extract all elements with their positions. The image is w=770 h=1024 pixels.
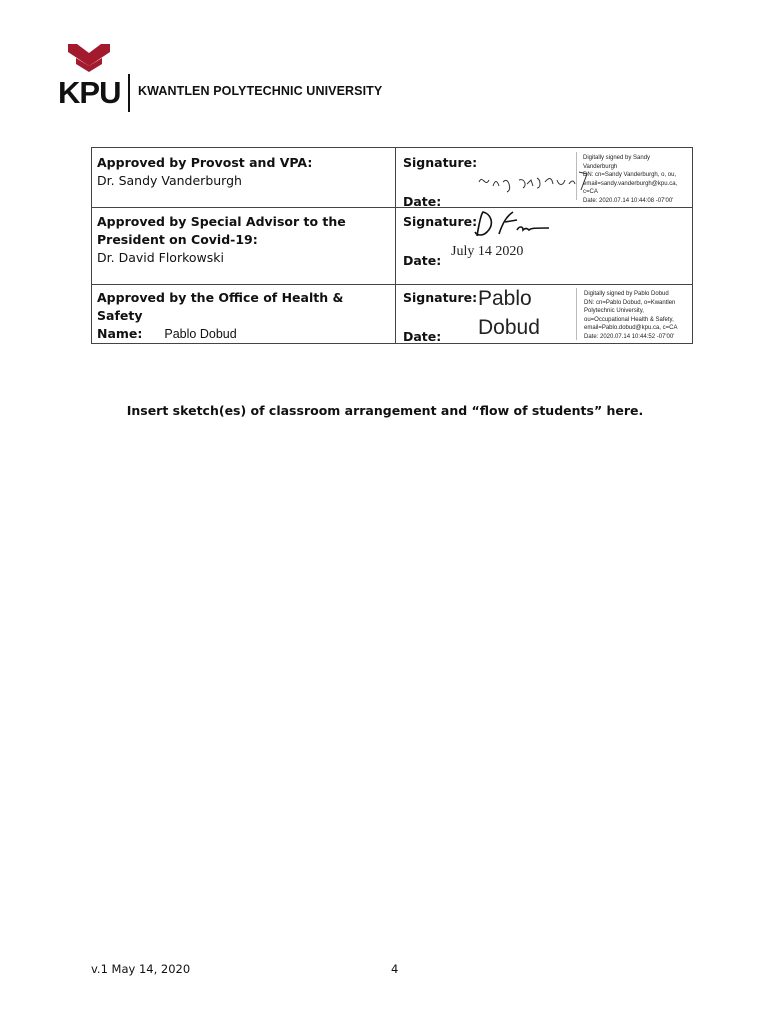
signature-cell: [401, 208, 691, 284]
page-number: 4: [391, 962, 399, 976]
date-label: Date:: [403, 194, 442, 209]
approver-info: [97, 213, 391, 267]
approver-name: Dr. Sandy Vanderburgh: [97, 173, 242, 188]
university-name: KWANTLEN POLYTECHNIC UNIVERSITY: [138, 84, 383, 98]
approver-info: [97, 154, 391, 190]
signature-cell: [401, 285, 691, 344]
approval-row-health-safety: [92, 285, 692, 344]
signature-label: Signature:: [403, 214, 478, 229]
signature-cell: [401, 148, 691, 207]
signer-last-name: Dobud: [478, 316, 540, 339]
logo-abbrev: KPU: [58, 75, 121, 110]
digital-signature-text: Digitally signed by Pablo Dobud DN: cn=Pablo Dobud, o=Kwantlen Polytechnic University, ou=Occupational Health & Safety, email=Pablo.dobud@kpu.ca, c=CA Date: 2020.07.14 10:44:52 -07'00': [584, 291, 678, 340]
signature-label: Signature:: [403, 290, 478, 305]
sketch-instruction: Insert sketch(es) of classroom arrangement and “flow of students” here.: [126, 403, 644, 418]
approver-role: Approved by Special Advisor to the President on Covid-19:: [97, 214, 346, 247]
column-divider: [395, 148, 396, 207]
approver-name: Pablo Dobud: [164, 327, 237, 341]
footer-version: v.1 May 14, 2020: [91, 962, 191, 976]
signer-first-name: Pablo: [478, 287, 532, 310]
column-divider: [395, 208, 396, 284]
approver-role: Approved by Provost and VPA:: [97, 155, 313, 170]
approver-name: Dr. David Florkowski: [97, 250, 224, 265]
kpu-logo: [58, 44, 388, 108]
approval-row-covid-advisor: [92, 208, 692, 285]
approver-role: Approved by the Office of Health & Safety: [97, 290, 344, 323]
approver-info: [97, 289, 391, 343]
date-label: Date:: [403, 329, 442, 344]
date-label: Date:: [403, 253, 442, 268]
column-divider: [395, 285, 396, 344]
digital-signature-divider: [576, 288, 577, 340]
logo-divider: [128, 74, 130, 112]
kpu-chevron-logo-icon: [68, 44, 110, 78]
date-value: July 14 2020: [451, 244, 524, 259]
signature-label: Signature:: [403, 155, 478, 170]
digital-signature-text: Digitally signed by Sandy Vanderburgh DN: cn=Sandy Vanderburgh, o, ou, email=sandy.vanderburgh@kpu.ca, c=CA Date: 2020.07.14 10:44:08 -07'00': [583, 155, 678, 204]
handwritten-signature: [473, 210, 553, 240]
approval-row-provost: [92, 148, 692, 208]
handwritten-signature: [475, 168, 595, 194]
name-label: Name:: [97, 326, 143, 341]
approval-table: [91, 147, 693, 344]
digital-signature-divider: [576, 152, 577, 200]
